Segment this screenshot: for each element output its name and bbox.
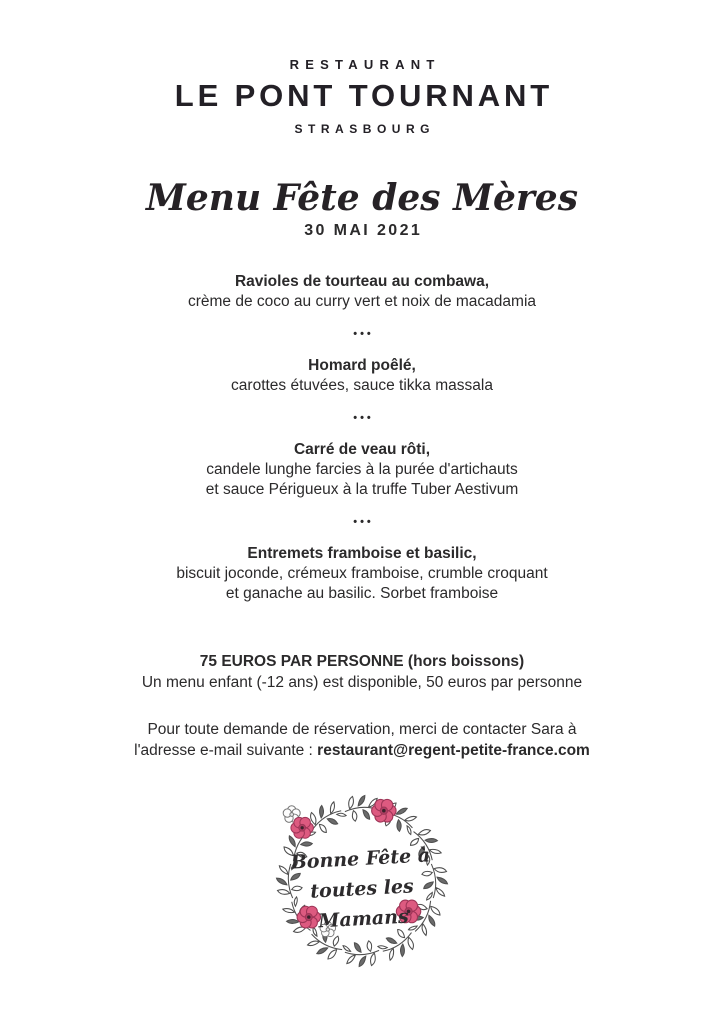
- course-fish: [0, 356, 724, 396]
- pink-flower-icon: [372, 799, 396, 822]
- pink-flower-icon: [291, 817, 314, 838]
- course-description-line: et ganache au basilic. Sorbet framboise: [225, 585, 499, 602]
- dots-separator: •••: [353, 328, 374, 340]
- course-description-line: carottes étuvées, sauce tikka massala: [231, 377, 493, 394]
- course-description-line: candele lunghe farcies à la purée d'artichauts: [206, 461, 518, 478]
- wreath-greeting-line1: Bonne Fête à: [290, 844, 431, 874]
- dots-separator: •••: [353, 516, 374, 528]
- logo-restaurant-label: RESTAURANT: [289, 57, 441, 72]
- menu-date: 30 MAI 2021: [304, 222, 423, 239]
- floral-wreath-illustration: [267, 786, 457, 976]
- course-title: Ravioles de tourteau au combawa,: [234, 273, 490, 290]
- reservation-block: [0, 719, 724, 761]
- pricing-block: [0, 651, 724, 693]
- logo-city-label: STRASBOURG: [294, 122, 436, 136]
- menu-title: Menu Fête des Mères: [146, 177, 578, 219]
- course-title: Homard poêlé,: [308, 357, 416, 374]
- wreath-greeting: [265, 839, 459, 939]
- course-title: Carré de veau rôti,: [293, 441, 431, 458]
- reservation-email: restaurant@regent-petite-france.com: [317, 742, 590, 759]
- course-dessert: [0, 544, 724, 604]
- reservation-line: Pour toute demande de réservation, merci de contacter Sara à: [147, 721, 577, 738]
- course-description-line: biscuit joconde, crémeux framboise, crumble croquant: [176, 565, 548, 582]
- price-per-person: 75 EUROS PAR PERSONNE (hors boissons): [199, 653, 525, 670]
- child-menu-note: Un menu enfant (-12 ans) est disponible, 50 euros par personne: [141, 674, 583, 691]
- logo-restaurant-name: LE PONT TOURNANT: [174, 78, 554, 113]
- reservation-line: [0, 740, 724, 761]
- dots-separator: •••: [353, 412, 374, 424]
- course-description-line: crème de coco au curry vert et noix de macadamia: [187, 293, 537, 310]
- course-meat: [0, 440, 724, 500]
- wreath-greeting-line2: toutes les Mamans: [309, 875, 415, 933]
- course-description-line: et sauce Périgueux à la truffe Tuber Aestivum: [205, 481, 519, 498]
- course-title: Entremets framboise et basilic,: [247, 545, 477, 562]
- course-starter: [0, 272, 724, 312]
- reservation-email-prefix: l'adresse e-mail suivante :: [134, 742, 318, 759]
